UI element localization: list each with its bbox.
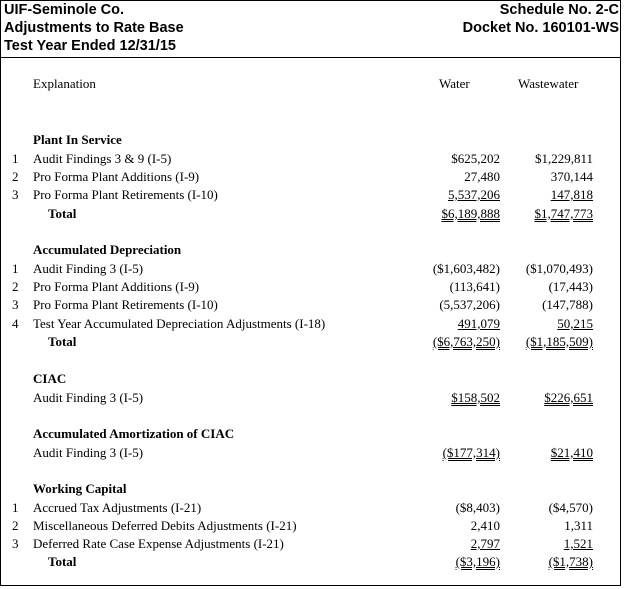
row-number: 2 [12,518,19,533]
water-value: 2,797 [470,536,500,551]
table-row [0,534,621,553]
column-header-explanation: Explanation [33,76,96,91]
wastewater-total: $1,747,773 [534,206,593,221]
wastewater-total: ($1,185,509) [525,334,593,349]
section-title: Accumulated Amortization of CIAC [33,426,235,441]
table-row [0,277,621,296]
wastewater-value: $21,410 [550,445,593,460]
water-value: 27,480 [464,169,500,184]
header-left [4,2,184,56]
row-number: 2 [12,169,19,184]
wastewater-value: 147,818 [550,187,593,202]
section-heading-row [0,424,621,443]
schedule-number: Schedule No. 2-C [499,2,619,18]
table-row [0,388,621,407]
water-value: (113,641) [449,279,500,294]
row-label: Audit Finding 3 (I-5) [33,390,144,405]
row-number: 1 [12,500,19,515]
wastewater-value: 1,521 [563,536,593,551]
water-value: $158,502 [451,390,500,405]
wastewater-value: $1,229,811 [534,151,593,166]
wastewater-value: ($4,570) [548,500,593,515]
section-heading-row [0,240,621,259]
total-label: Total [48,206,77,221]
row-number: 3 [12,297,19,312]
water-value: (5,537,206) [439,297,500,312]
section-heading-row [0,369,621,388]
table-row [0,259,621,278]
water-value: $625,202 [451,151,500,166]
docket-number: Docket No. 160101-WS [462,20,619,36]
row-label: Audit Findings 3 & 9 (I-5) [33,151,172,166]
column-header-water: Water [439,76,470,91]
water-total: ($6,763,250) [432,334,500,349]
header-divider [0,57,621,58]
section-title: Plant In Service [33,132,122,147]
water-value: 5,537,206 [448,187,500,202]
table-row [0,149,621,168]
row-label: Accrued Tax Adjustments (I-21) [33,500,202,515]
row-number: 1 [12,261,19,276]
table-row [0,314,621,333]
water-total: ($3,196) [455,554,500,569]
company-name: UIF-Seminole Co. [4,2,125,18]
table-row [0,167,621,186]
section-title: Working Capital [33,481,127,496]
wastewater-total: ($1,738) [548,554,593,569]
wastewater-value: (147,788) [542,297,593,312]
section-heading-row [0,130,621,149]
row-label: Pro Forma Plant Retirements (I-10) [33,297,218,312]
wastewater-value: 50,215 [557,316,593,331]
total-row [0,332,621,351]
wastewater-value: ($1,070,493) [525,261,593,276]
row-label: Miscellaneous Deferred Debits Adjustments (I-21) [33,518,297,533]
row-number: 3 [12,536,19,551]
schedule-title: Adjustments to Rate Base [4,20,184,36]
header-right [463,2,619,38]
water-value: 2,410 [470,518,500,533]
water-value: ($177,314) [442,445,500,460]
row-number: 1 [12,151,19,166]
wastewater-value: 1,311 [564,518,593,533]
table-row [0,443,621,462]
wastewater-value: 370,144 [550,169,593,184]
water-value: ($8,403) [455,500,500,515]
row-label: Pro Forma Plant Additions (I-9) [33,169,200,184]
total-row [0,204,621,223]
row-label: Deferred Rate Case Expense Adjustments (I-21) [33,536,284,551]
row-label: Audit Finding 3 (I-5) [33,445,144,460]
water-value: 491,079 [457,316,500,331]
table-row [0,498,621,517]
column-header-wastewater: Wastewater [518,76,579,91]
total-label: Total [48,554,77,569]
row-label: Pro Forma Plant Retirements (I-10) [33,187,218,202]
row-label: Audit Finding 3 (I-5) [33,261,144,276]
water-total: $6,189,888 [441,206,500,221]
row-number: 4 [12,316,19,331]
wastewater-value: (17,443) [548,279,593,294]
total-row [0,552,621,571]
test-year: Test Year Ended 12/31/15 [4,38,176,54]
section-heading-row [0,479,621,498]
row-label: Pro Forma Plant Additions (I-9) [33,279,200,294]
row-label: Test Year Accumulated Depreciation Adjustments (I-18) [33,316,326,331]
section-title: CIAC [33,371,67,386]
table-row [0,185,621,204]
section-title: Accumulated Depreciation [33,242,182,257]
wastewater-value: $226,651 [544,390,593,405]
table-row [0,516,621,535]
water-value: ($1,603,482) [432,261,500,276]
total-label: Total [48,334,77,349]
row-number: 2 [12,279,19,294]
row-number: 3 [12,187,19,202]
table-row [0,295,621,314]
